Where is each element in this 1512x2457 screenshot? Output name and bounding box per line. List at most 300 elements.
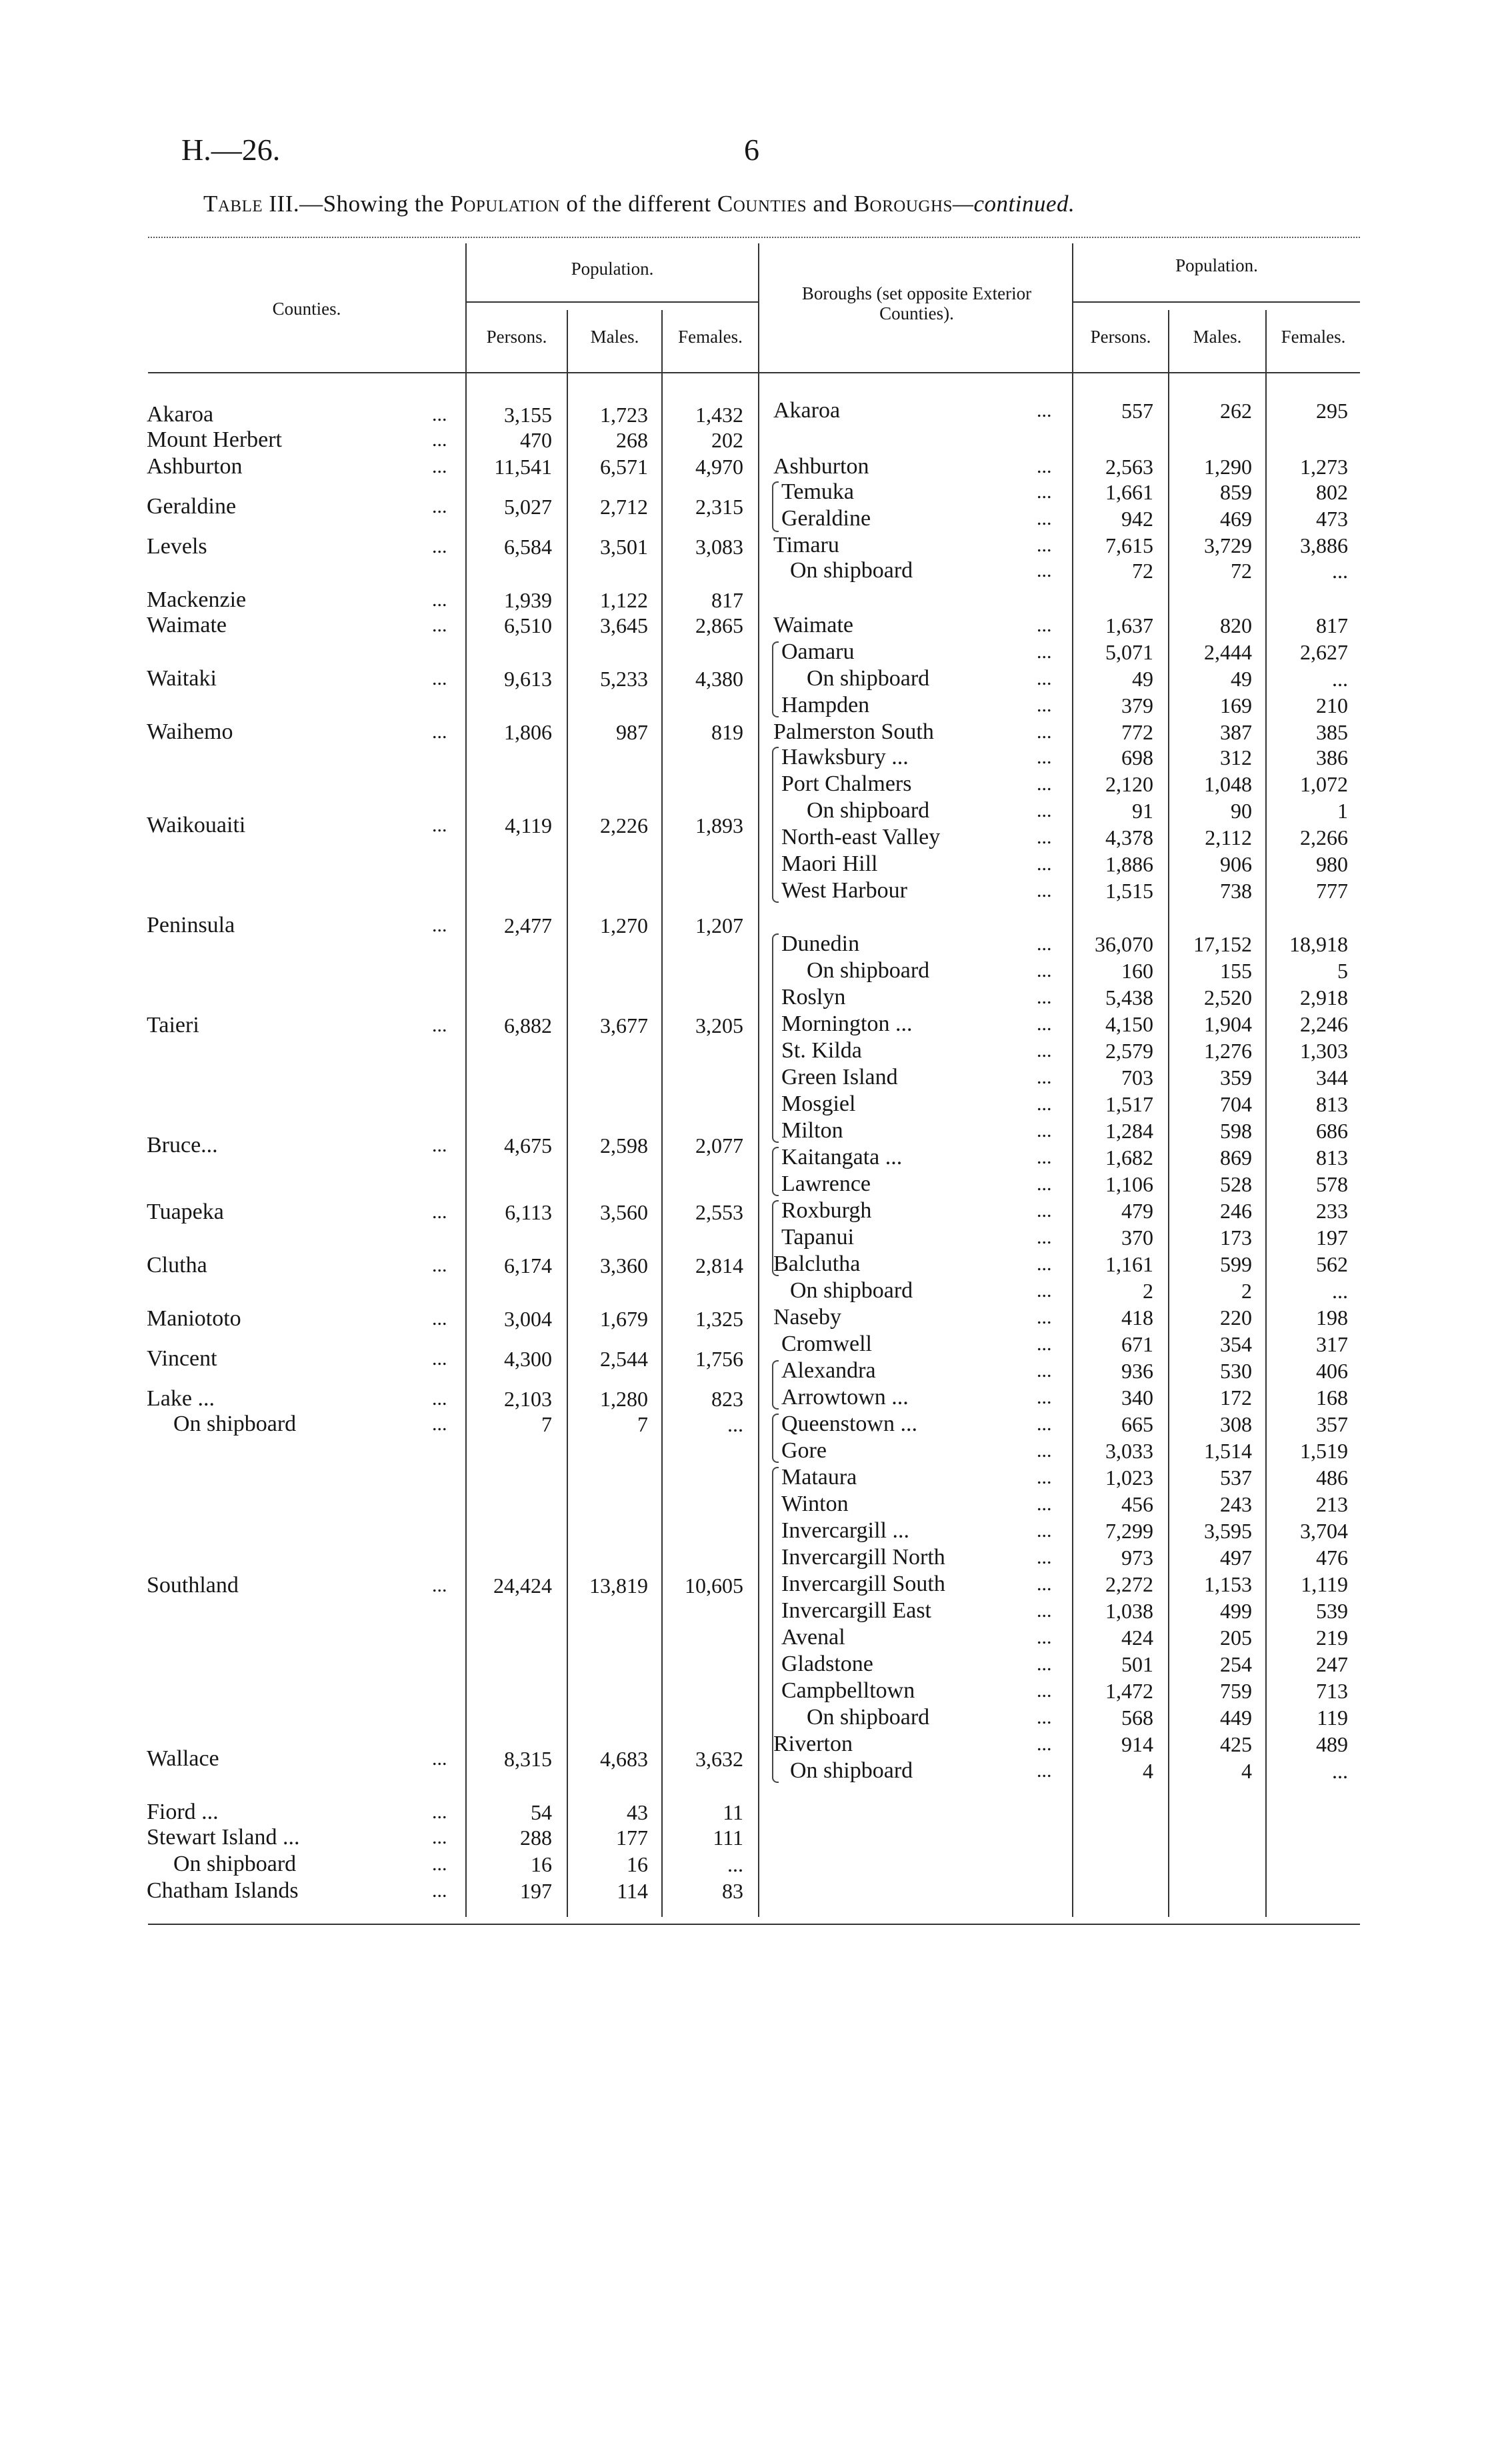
leader-dots: ... [432,589,447,611]
borough-persons: 4 [1143,1759,1153,1783]
borough-males: 262 [1220,399,1252,423]
title-boroughs: Boroughs [853,191,953,217]
borough-persons: 501 [1121,1652,1153,1676]
county-males: 5,233 [600,667,648,691]
borough-males: 246 [1220,1199,1252,1223]
county-persons: 1,939 [504,588,552,612]
borough-males: 2,520 [1204,985,1252,1009]
county-persons: 8,315 [504,1747,552,1771]
county-females: ... [727,1412,743,1436]
borough-name: Campbelltown [781,1678,915,1703]
county-persons: 470 [520,428,552,452]
county-name: Wallace [147,1746,219,1771]
borough-name: Queenstown ... [781,1412,917,1436]
page-reference: H.—26. [181,133,281,167]
borough-name: Port Chalmers [781,771,912,796]
leader-dots: ... [1037,853,1052,875]
leader-dots: ... [1037,534,1052,556]
county-females: 2,814 [695,1254,743,1278]
county-persons: 1,806 [504,720,552,744]
borough-persons: 49 [1132,667,1153,691]
borough-persons: 936 [1121,1359,1153,1383]
leader-dots: ... [1037,481,1052,503]
borough-males: 220 [1220,1306,1252,1330]
county-females: 1,207 [695,913,743,937]
leader-dots: ... [1037,399,1052,421]
leader-dots: ... [1037,1600,1052,1622]
county-persons: 24,424 [493,1574,552,1598]
county-females: 111 [713,1826,743,1850]
borough-males: 90 [1231,799,1252,823]
county-persons: 7 [541,1412,552,1436]
county-name: Waitaki [147,666,217,691]
borough-males: 759 [1220,1679,1252,1703]
borough-name: Kaitangata ... [781,1145,903,1169]
borough-name: Timaru [773,533,839,557]
county-males: 3,677 [600,1013,648,1037]
leader-dots: ... [1037,1333,1052,1355]
borough-females: 489 [1316,1732,1348,1756]
county-females: 3,083 [695,535,743,559]
borough-females: 2,246 [1300,1012,1348,1036]
leader-dots: ... [1037,1039,1052,1061]
county-females: 3,205 [695,1013,743,1037]
borough-persons: 91 [1132,799,1153,823]
borough-persons: 7,299 [1105,1519,1153,1543]
county-males: 1,122 [600,588,648,612]
borough-males: 72 [1231,559,1252,583]
borough-females: 233 [1316,1199,1348,1223]
header-females: Females. [678,327,743,347]
county-males: 7 [637,1412,648,1436]
borough-males: 155 [1220,959,1252,983]
borough-name: Milton [781,1118,843,1143]
leader-dots: ... [1037,455,1052,477]
county-females: 202 [711,428,743,452]
county-females: 1,325 [695,1307,743,1331]
borough-persons: 1,515 [1105,879,1153,903]
borough-persons: 2,563 [1105,455,1153,479]
brace-mark [772,933,779,1143]
county-name: Lake ... [147,1386,215,1411]
county-females: 1,893 [695,813,743,837]
borough-females: 386 [1316,745,1348,769]
leader-dots: ... [432,1308,447,1330]
borough-name: St. Kilda [781,1038,862,1063]
county-persons: 9,613 [504,667,552,691]
borough-name: Invercargill ... [781,1518,909,1543]
borough-males: 308 [1220,1412,1252,1436]
borough-name: North-east Valley [781,825,941,849]
leader-dots: ... [1037,1013,1052,1035]
borough-name: Oamaru [781,639,855,664]
borough-persons: 456 [1121,1492,1153,1516]
borough-males: 1,514 [1204,1439,1252,1463]
county-persons: 2,103 [504,1387,552,1411]
leader-dots: ... [1037,1066,1052,1088]
brace-mark [772,747,779,903]
borough-name: Temuka [781,479,855,504]
county-females: 823 [711,1387,743,1411]
borough-name: West Harbour [781,878,907,903]
leader-dots: ... [1037,1626,1052,1648]
county-males: 987 [616,720,648,744]
borough-females: 213 [1316,1492,1348,1516]
county-name: Levels [147,534,207,559]
county-males: 3,501 [600,535,648,559]
county-persons: 3,155 [504,403,552,427]
header-population: Population. [571,259,654,279]
county-persons: 2,477 [504,913,552,937]
leader-dots: ... [1037,879,1052,901]
borough-females: 813 [1316,1092,1348,1116]
borough-name: Alexandra [781,1358,876,1383]
population-rule-right [1073,301,1360,303]
borough-persons: 370 [1121,1225,1153,1250]
borough-males: 869 [1220,1145,1252,1169]
county-females: 1,756 [695,1347,743,1371]
borough-males: 49 [1231,667,1252,691]
leader-dots: ... [1037,1119,1052,1141]
borough-females: 817 [1316,613,1348,637]
borough-males: 704 [1220,1092,1252,1116]
title-counties: Counties [717,191,807,217]
borough-males: 1,048 [1204,772,1252,796]
header-population-b: Population. [1175,255,1258,275]
county-persons: 6,174 [504,1254,552,1278]
borough-persons: 7,615 [1105,533,1153,557]
borough-name: Dunedin [781,931,860,956]
borough-name: Lawrence [781,1171,871,1196]
borough-males: 243 [1220,1492,1252,1516]
borough-persons: 5,438 [1105,985,1153,1009]
leader-dots: ... [1037,1760,1052,1782]
borough-females: 210 [1316,693,1348,717]
county-persons: 4,300 [504,1347,552,1371]
borough-persons: 4,150 [1105,1012,1153,1036]
borough-females: 1,273 [1300,455,1348,479]
borough-name: Arrowtown ... [781,1385,909,1410]
county-males: 1,723 [600,403,648,427]
borough-females: 198 [1316,1306,1348,1330]
leader-dots: ... [432,1826,447,1848]
borough-name: Waimate [773,613,853,637]
county-females: 3,632 [695,1747,743,1771]
borough-females: 1,519 [1300,1439,1348,1463]
leader-dots: ... [432,1388,447,1410]
leader-dots: ... [1037,933,1052,955]
borough-persons: 942 [1121,507,1153,531]
county-males: 16 [627,1852,648,1876]
borough-persons: 1,886 [1105,852,1153,876]
county-females: 2,315 [695,495,743,519]
borough-males: 254 [1220,1652,1252,1676]
county-name: Clutha [147,1253,207,1278]
borough-persons: 72 [1132,559,1153,583]
leader-dots: ... [1037,507,1052,529]
borough-males: 820 [1220,613,1252,637]
county-persons: 6,510 [504,613,552,637]
borough-males: 1,290 [1204,455,1252,479]
borough-females: 357 [1316,1412,1348,1436]
borough-females: 802 [1316,480,1348,504]
county-females: 2,553 [695,1200,743,1224]
borough-name: Mosgiel [781,1091,856,1116]
borough-persons: 1,517 [1105,1092,1153,1116]
leader-dots: ... [432,1413,447,1435]
leader-dots: ... [1037,1413,1052,1435]
brace-mark [772,641,779,717]
borough-females: 344 [1316,1065,1348,1089]
leader-dots: ... [432,1254,447,1276]
county-persons: 288 [520,1826,552,1850]
borough-persons: 665 [1121,1412,1153,1436]
brace-mark [772,481,779,532]
borough-name: Balclutha [773,1252,861,1276]
county-females: 817 [711,588,743,612]
borough-persons: 1,284 [1105,1119,1153,1143]
borough-females: 578 [1316,1172,1348,1196]
borough-females: 5 [1337,959,1348,983]
county-females: 4,380 [695,667,743,691]
header-counties: Counties. [272,299,341,319]
header-females-b: Females. [1281,327,1346,347]
leader-dots: ... [1037,1360,1052,1382]
leader-dots: ... [1037,1466,1052,1488]
borough-persons: 671 [1121,1332,1153,1356]
brace-mark [772,1147,779,1196]
county-females: 10,605 [685,1574,743,1598]
county-name: Vincent [147,1346,217,1371]
leader-dots: ... [1037,1493,1052,1515]
borough-persons: 973 [1121,1546,1153,1570]
leader-dots: ... [1037,746,1052,768]
county-name: Peninsula [147,913,235,937]
header-persons: Persons. [486,327,547,347]
table-title [203,191,1075,217]
leader-dots: ... [1037,1306,1052,1328]
borough-persons: 2,579 [1105,1039,1153,1063]
borough-persons: 1,038 [1105,1599,1153,1623]
leader-dots: ... [1037,667,1052,689]
leader-dots: ... [1037,559,1052,581]
borough-males: 205 [1220,1626,1252,1650]
title-population: Population [450,191,561,217]
borough-males: 387 [1220,720,1252,744]
borough-persons: 4,378 [1105,825,1153,849]
borough-persons: 1,106 [1105,1172,1153,1196]
leader-dots: ... [1037,799,1052,821]
borough-name: Invercargill North [781,1545,945,1570]
borough-males: 1,153 [1204,1572,1252,1596]
borough-males: 2 [1241,1279,1252,1303]
borough-persons: 479 [1121,1199,1153,1223]
borough-name: Roslyn [781,985,846,1009]
leader-dots: ... [1037,773,1052,795]
leader-dots: ... [1037,1573,1052,1595]
county-persons: 3,004 [504,1307,552,1331]
borough-name: Geraldine [781,506,871,531]
leader-dots: ... [432,535,447,557]
borough-females: 3,886 [1300,533,1348,557]
borough-persons: 1,023 [1105,1466,1153,1490]
borough-females: 219 [1316,1626,1348,1650]
title-text-a: —Showing the [299,191,445,217]
borough-females: 2,918 [1300,985,1348,1009]
borough-name: Tapanui [781,1225,855,1250]
borough-name: Winton [781,1492,849,1516]
brace-mark [772,1200,779,1276]
leader-dots: ... [432,1880,447,1902]
leader-dots: ... [1037,1280,1052,1302]
borough-males: 4 [1241,1759,1252,1783]
leader-dots: ... [432,1201,447,1223]
borough-persons: 703 [1121,1065,1153,1089]
borough-name: Gladstone [781,1652,873,1676]
borough-persons: 1,682 [1105,1145,1153,1169]
county-males: 2,226 [600,813,648,837]
borough-name: Hampden [781,693,870,717]
borough-females: 385 [1316,720,1348,744]
borough-males: 3,595 [1204,1519,1252,1543]
leader-dots: ... [432,1853,447,1875]
borough-females: 406 [1316,1359,1348,1383]
borough-name: On shipboard [807,958,930,983]
borough-females: 486 [1316,1466,1348,1490]
borough-females: 777 [1316,879,1348,903]
borough-females: 980 [1316,852,1348,876]
borough-persons: 1,472 [1105,1679,1153,1703]
borough-females: 1,303 [1300,1039,1348,1063]
leader-dots: ... [432,455,447,477]
county-name: Ashburton [147,454,243,479]
county-persons: 197 [520,1879,552,1903]
borough-males: 449 [1220,1706,1252,1730]
county-males: 1,270 [600,913,648,937]
borough-name: On shipboard [790,1758,913,1783]
borough-males: 537 [1220,1466,1252,1490]
borough-name: Cromwell [781,1332,872,1356]
borough-persons: 772 [1121,720,1153,744]
borough-name: On shipboard [807,1705,930,1730]
borough-persons: 2,272 [1105,1572,1153,1596]
county-name: Maniototo [147,1306,241,1331]
borough-males: 906 [1220,852,1252,876]
borough-females: 197 [1316,1225,1348,1250]
leader-dots: ... [432,495,447,517]
borough-name: Green Island [781,1065,898,1089]
leader-dots: ... [1037,959,1052,981]
county-persons: 5,027 [504,495,552,519]
leader-dots: ... [432,1348,447,1370]
county-name: Chatham Islands [147,1878,299,1903]
top-rule [148,237,1360,238]
borough-name: Akaroa [773,398,841,423]
county-males: 4,683 [600,1747,648,1771]
bottom-rule [148,1924,1360,1925]
leader-dots: ... [432,1134,447,1156]
leader-dots: ... [1037,1546,1052,1568]
header-males-b: Males. [1193,327,1242,347]
borough-males: 173 [1220,1225,1252,1250]
leader-dots: ... [1037,1520,1052,1542]
borough-name: Gore [781,1438,827,1463]
borough-name: Ashburton [773,454,869,479]
borough-persons: 1,161 [1105,1252,1153,1276]
borough-females: 119 [1317,1706,1348,1730]
county-name: Waikouaiti [147,813,246,837]
county-males: 2,544 [600,1347,648,1371]
county-females: 1,432 [695,403,743,427]
title-prefix: Table [203,191,263,217]
brace-mark [772,1414,779,1463]
borough-name: Mataura [781,1465,857,1490]
borough-persons: 379 [1121,693,1153,717]
county-persons: 4,675 [504,1133,552,1157]
leader-dots: ... [432,814,447,836]
title-text-b: of the different [566,191,711,217]
borough-males: 172 [1220,1386,1252,1410]
borough-females: 1,119 [1301,1572,1348,1596]
county-females: 2,077 [695,1133,743,1157]
borough-persons: 698 [1121,745,1153,769]
header-males: Males. [590,327,639,347]
leader-dots: ... [1037,1733,1052,1755]
header-rule [148,372,1360,373]
borough-females: 539 [1316,1599,1348,1623]
borough-name: Mornington ... [781,1011,913,1036]
leader-dots: ... [1037,1226,1052,1248]
borough-females: ... [1332,1279,1348,1303]
leader-dots: ... [1037,641,1052,663]
county-persons: 54 [531,1800,552,1824]
borough-females: 473 [1316,507,1348,531]
borough-persons: 160 [1121,959,1153,983]
borough-persons: 3,033 [1105,1439,1153,1463]
leader-dots: ... [432,614,447,636]
leader-dots: ... [432,429,447,451]
county-persons: 6,113 [505,1200,552,1224]
borough-name: Riverton [773,1732,853,1756]
county-name: Mackenzie [147,587,247,612]
county-males: 3,560 [600,1200,648,1224]
borough-name: Hawksbury ... [781,745,909,769]
title-suffix: —continued. [952,191,1075,217]
county-females: ... [727,1852,743,1876]
county-males: 2,598 [600,1133,648,1157]
leader-dots: ... [1037,1653,1052,1675]
county-name: On shipboard [173,1852,297,1876]
borough-persons: 340 [1121,1386,1153,1410]
borough-males: 2,444 [1204,640,1252,664]
county-persons: 11,541 [494,455,552,479]
borough-females: ... [1332,559,1348,583]
county-name: Stewart Island ... [147,1825,300,1850]
county-name: On shipboard [173,1412,297,1436]
brace-mark [772,1467,779,1783]
leader-dots: ... [1037,1146,1052,1168]
borough-persons: 1,661 [1105,480,1153,504]
borough-females: 1 [1337,799,1348,823]
county-name: Tuapeka [147,1199,224,1224]
leader-dots: ... [432,1748,447,1770]
borough-males: 354 [1220,1332,1252,1356]
title-and: and [813,191,848,217]
borough-females: 295 [1316,399,1348,423]
borough-males: 359 [1220,1065,1252,1089]
borough-persons: 418 [1121,1306,1153,1330]
leader-dots: ... [1037,826,1052,848]
